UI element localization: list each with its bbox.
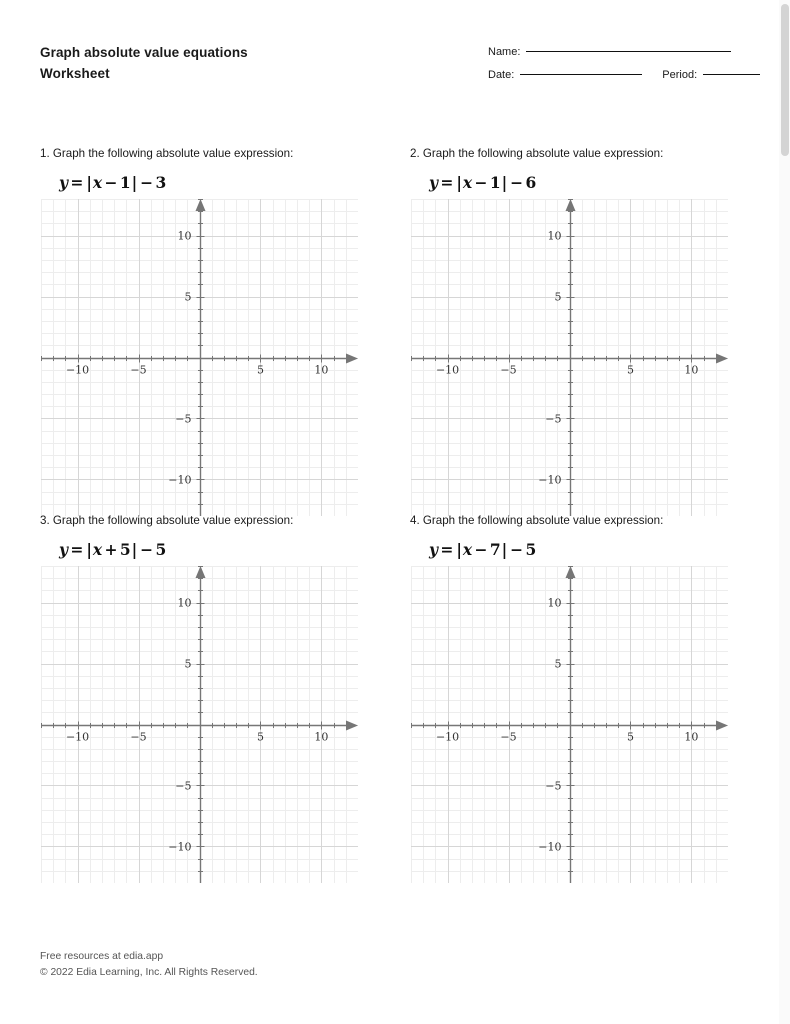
abs-bar-close: | <box>131 540 138 559</box>
equation-inner-op: + <box>104 540 118 559</box>
abs-bar-open: | <box>456 173 463 192</box>
problem-1 <box>40 146 380 516</box>
date-period-field-row <box>488 69 760 92</box>
problem-1-graph[interactable] <box>41 199 358 516</box>
svg-text:10: 10 <box>177 596 192 610</box>
problem-2-graph[interactable] <box>411 199 728 516</box>
svg-text:10: 10 <box>684 363 699 377</box>
equation-equals: = <box>440 173 454 192</box>
svg-text:5: 5 <box>184 657 192 671</box>
title-line-1: Graph absolute value equations <box>40 45 248 60</box>
date-label: Date: <box>488 69 515 81</box>
svg-text:5: 5 <box>554 657 562 671</box>
problem-3-equation <box>59 540 380 559</box>
equation-outer-op: − <box>140 173 154 192</box>
svg-text:10: 10 <box>177 229 192 243</box>
svg-text:5: 5 <box>256 363 264 377</box>
problem-2 <box>410 146 750 516</box>
svg-text:−5: −5 <box>500 363 517 377</box>
name-field-row <box>488 46 760 69</box>
period-label: Period: <box>662 69 698 81</box>
page-scrollbar-thumb[interactable] <box>781 4 789 156</box>
student-info-fields <box>488 46 760 92</box>
problem-3 <box>40 513 380 883</box>
problem-4 <box>410 513 750 883</box>
equation-inner-op: − <box>474 540 488 559</box>
equation-lhs: y <box>429 540 439 559</box>
problem-4-prompt: 4. Graph the following absolute value expression: <box>410 514 664 527</box>
equation-inner-num: 1 <box>489 173 502 192</box>
problem-1-prompt: 1. Graph the following absolute value expression: <box>40 147 294 160</box>
svg-text:10: 10 <box>547 229 562 243</box>
equation-outer-op: − <box>510 540 524 559</box>
svg-text:−5: −5 <box>130 363 147 377</box>
equation-outer-num: 5 <box>155 540 167 559</box>
problem-4-graph[interactable] <box>411 566 728 883</box>
footer-resources-line: Free resources at edia.app <box>40 951 164 962</box>
problem-3-prompt: 3. Graph the following absolute value expression: <box>40 514 294 527</box>
footer-copyright-line: © 2022 Edia Learning, Inc. All Rights Reserved. <box>40 967 258 978</box>
equation-outer-num: 6 <box>525 173 537 192</box>
title-line-2: Worksheet <box>40 66 110 81</box>
abs-bar-open: | <box>86 540 93 559</box>
equation-inner-num: 1 <box>119 173 132 192</box>
page-title <box>40 42 248 84</box>
problem-2-prompt: 2. Graph the following absolute value expression: <box>410 147 664 160</box>
equation-outer-op: − <box>510 173 524 192</box>
page-scrollbar-track[interactable] <box>779 0 790 1024</box>
equation-outer-num: 5 <box>525 540 537 559</box>
svg-text:−10: −10 <box>435 363 460 377</box>
svg-text:−10: −10 <box>435 730 460 744</box>
equation-equals: = <box>440 540 454 559</box>
period-input-line[interactable] <box>703 74 760 75</box>
equation-inner-op: − <box>474 173 488 192</box>
equation-outer-op: − <box>140 540 154 559</box>
equation-lhs: y <box>59 173 69 192</box>
svg-text:10: 10 <box>314 730 329 744</box>
problem-4-equation <box>429 540 750 559</box>
equation-inner-var: x <box>92 173 103 192</box>
svg-text:5: 5 <box>184 290 192 304</box>
equation-equals: = <box>70 173 84 192</box>
abs-bar-close: | <box>501 173 508 192</box>
equation-lhs: y <box>429 173 439 192</box>
svg-text:10: 10 <box>314 363 329 377</box>
problem-1-equation <box>59 173 380 192</box>
name-input-line[interactable] <box>526 51 731 52</box>
svg-text:−10: −10 <box>65 730 90 744</box>
svg-text:−5: −5 <box>130 730 147 744</box>
problem-2-equation <box>429 173 750 192</box>
svg-text:−5: −5 <box>500 730 517 744</box>
problem-3-graph[interactable] <box>41 566 358 883</box>
svg-text:−5: −5 <box>545 412 562 426</box>
equation-inner-op: − <box>104 173 118 192</box>
svg-text:5: 5 <box>626 730 634 744</box>
svg-text:−10: −10 <box>65 363 90 377</box>
equation-outer-num: 3 <box>155 173 167 192</box>
svg-text:−5: −5 <box>545 779 562 793</box>
svg-text:−5: −5 <box>175 412 192 426</box>
abs-bar-open: | <box>456 540 463 559</box>
svg-text:−10: −10 <box>168 840 192 854</box>
equation-inner-num: 5 <box>119 540 132 559</box>
name-label: Name: <box>488 46 521 58</box>
equation-inner-var: x <box>462 540 473 559</box>
date-input-line[interactable] <box>520 74 642 75</box>
equation-inner-var: x <box>462 173 473 192</box>
svg-text:5: 5 <box>256 730 264 744</box>
svg-text:−10: −10 <box>538 840 562 854</box>
equation-inner-num: 7 <box>489 540 502 559</box>
footer <box>40 949 258 981</box>
svg-text:−5: −5 <box>175 779 192 793</box>
equation-lhs: y <box>59 540 69 559</box>
svg-text:10: 10 <box>547 596 562 610</box>
abs-bar-open: | <box>86 173 93 192</box>
svg-text:5: 5 <box>554 290 562 304</box>
equation-inner-var: x <box>92 540 103 559</box>
svg-text:5: 5 <box>626 363 634 377</box>
abs-bar-close: | <box>501 540 508 559</box>
abs-bar-close: | <box>131 173 138 192</box>
svg-text:−10: −10 <box>168 473 192 487</box>
equation-equals: = <box>70 540 84 559</box>
svg-text:10: 10 <box>684 730 699 744</box>
svg-text:−10: −10 <box>538 473 562 487</box>
